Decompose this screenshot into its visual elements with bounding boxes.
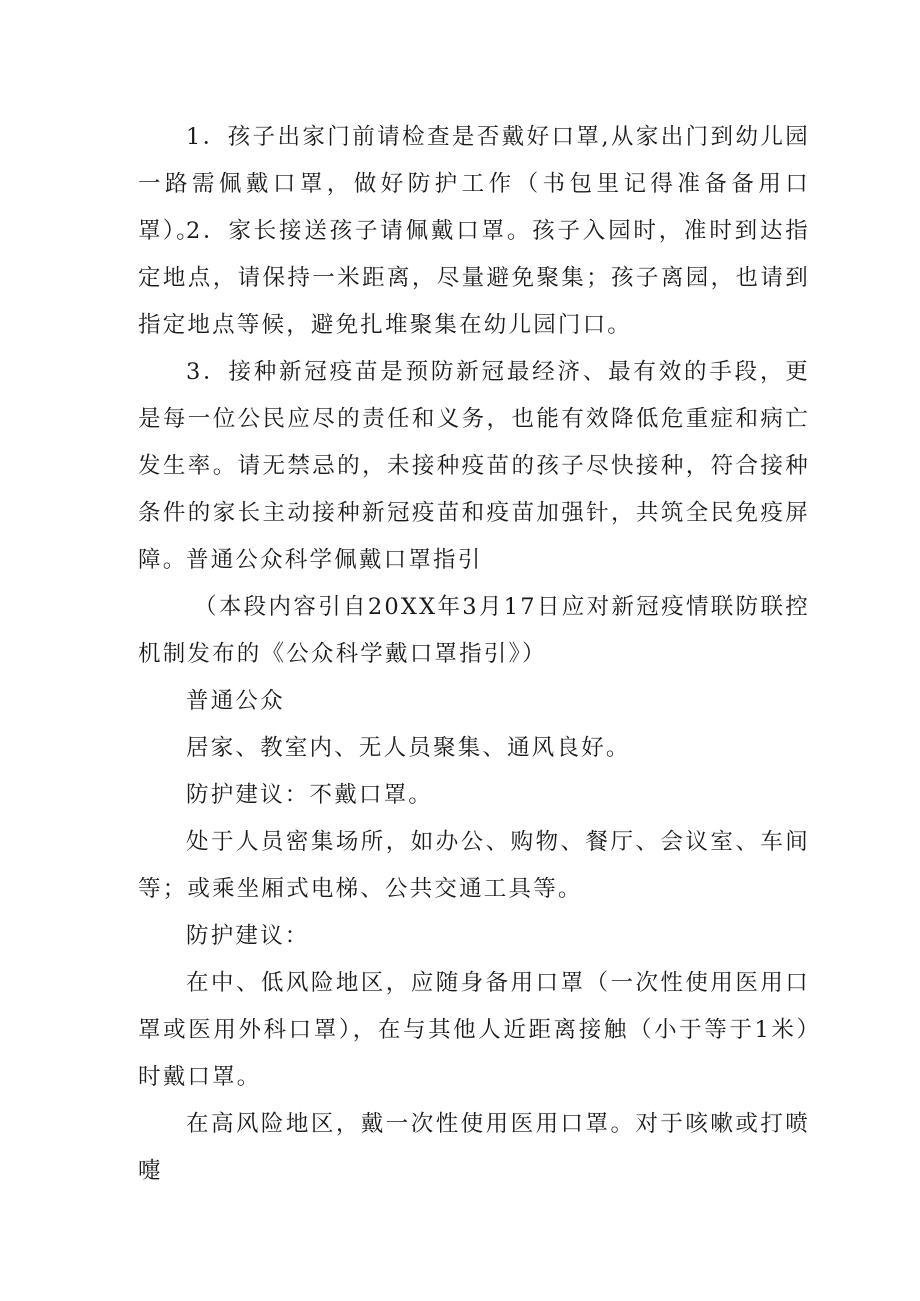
scenario-2: 处于人员密集场所，如办公、购物、餐厅、会议室、车间等；或乘坐厢式电梯、公共交通工具等。: [138, 829, 810, 902]
scenario-1: 居家、教室内、无人员聚集、通风良好。: [186, 735, 631, 761]
paragraph-3: 3．接种新冠疫苗是预防新冠最经济、最有效的手段，更是每一位公民应尽的责任和义务，也能有效降低危重症和病亡发生率。请无禁忌的，未接种疫苗的孩子尽快接种，符合接种条件的家长主动接种新冠疫苗和疫苗加强针，共筑全民免疫屏障。: [138, 359, 810, 573]
source-note: （本段内容引自20XX年3月17日应对新冠疫情联防联控机制发布的《公众科学戴口罩指引》）: [138, 594, 810, 667]
paragraph-2: 2．家长接送孩子请佩戴口罩。孩子入园时，准时到达指定地点，请保持一米距离，尽量避免聚集；孩子离园，也请到指定地点等候，避免扎堆聚集在幼儿园门口。: [138, 218, 810, 338]
paragraph-1: 1．孩子出家门前请检查是否戴好口罩,从家出门到幼儿园一路需佩戴口罩，做好防护工作（书包里记得准备备用口罩）。: [138, 124, 810, 244]
advice-1: 防护建议：不戴口罩。: [186, 782, 434, 808]
advice-2-label: 防护建议：: [186, 923, 310, 949]
subheading-general-public: 普通公众: [186, 688, 285, 714]
section-heading: 普通公众科学佩戴口罩指引: [186, 547, 483, 573]
advice-low-risk: 在中、低风险地区，应随身备用口罩（一次性使用医用口罩或医用外科口罩），在与其他人近距离接触（小于等于1米）时戴口罩。: [138, 970, 810, 1090]
advice-high-risk: 在高风险地区，戴一次性使用医用口罩。对于咳嗽或打喷嚏: [138, 1111, 810, 1184]
